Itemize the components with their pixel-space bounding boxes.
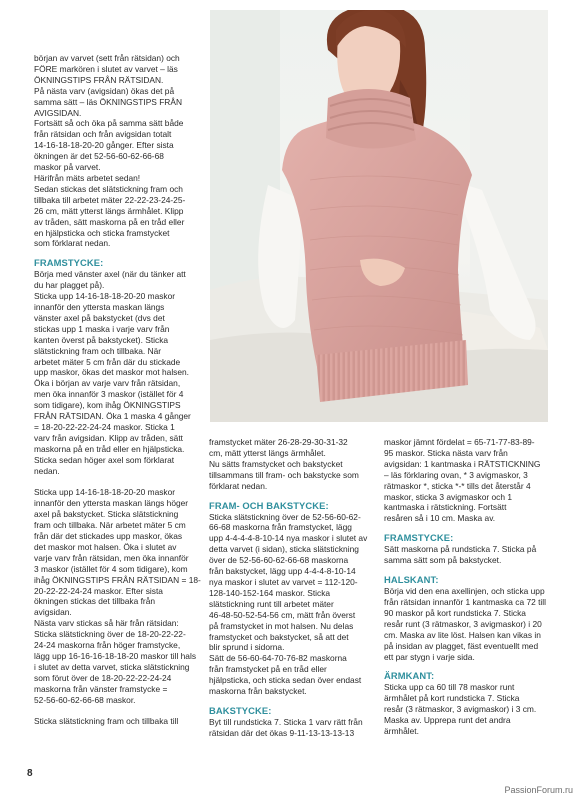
body-text: Sticka upp ca 60 till 78 maskor runt ärmhålet på kort rundsticka 7. Sticka resår (3 rätmaskor, 3 avigmaskor) i 3 cm. Maska av. Upprepa runt det andra ärmhålet. xyxy=(384,682,537,737)
body-text: framstycket mäter 26-28-29-30-31-32 cm, mätt ytterst längs ärmhålet. Nu sätts framstycket och bakstycket tillsammans till fram- och bakstycke som förklarat nedan. xyxy=(209,437,359,491)
model-illustration xyxy=(210,10,548,422)
body-text: Sätt maskorna på rundsticka 7. Sticka på samma sätt som på bakstycket. xyxy=(384,544,537,566)
body-text: Sticka slätstickning över de 52-56-60-62- 66-68 maskorna från framstycket, lägg upp 4-4-4-4-8-10-14 nya maskor i slutet av detta varvet (i sidan), sticka slätstickning över de 52-56-60-62-66-68 maskorna från bakstycket, lägg upp 4-4-4-8-10-14 nya maskor i slutet av varvet = 112-120- 128-140-152-164 maskor. Sticka slätstickning runt till arbetet mäter 46-48-50-52-54-56 cm, mätt från överst på framstycket in mot halsen. Nu delas framstycket och bakstycket, så att det blir sprund i sidorna. Sätt de 56-60-64-70-76-82 maskorna från framstycket på en tråd eller hjälpsticka, och sticka sedan över endast maskorna från bakstycket. xyxy=(209,511,368,697)
section-heading-halskant: HALSKANT: xyxy=(384,574,439,586)
body-text: Sticka upp 14-16-18-18-20-20 maskor innanför den yttersta maskan längs höger axel på bakstycket. Sticka slätstickning fram och tillbaka. När arbetet mäter 5 cm från där det stickades upp maskor, ökas det maskor mot halsen. Öka i slutet av varje varv från rätsidan, men öka innanför 3 maskor (istället för 4 som tidigare), kom ihåg ÖKNINGSTIPS FRÅN RÄTSIDAN = 18- 20-22-22-24-24 maskor. Efter sista ökningen stickas det tillbaka från avigsidan. Nästa varv stickas så här från rätsidan: Sticka slätstickning över de 18-20-22-22- 24-24 maskorna från höger framstycke, lägg upp 16-16-16-18-18-20 maskor till hals i slutet av detta varvet, sticka slätstickning som förut över de 18-20-22-22-24-24 maskorna från vänster framstycke = 52-56-60-62-66-68 maskor. xyxy=(34,487,201,705)
watermark: PassionForum.ru xyxy=(504,785,573,795)
section-heading-framstycke-2: FRAMSTYCKE: xyxy=(384,532,454,544)
body-text: maskor jämnt fördelat = 65-71-77-83-89- 95 maskor. Sticka nästa varv från avigsidan: 1 kantmaska i RÄTSTICKNING – läs förklaring ovan, * 3 avigmaskor, 3 rätmaskor *, sticka *-* tills det återstår 4 maskor, sticka 3 avigmaskor och 1 kantmaska i rätstickning. Fortsätt resåren så i 10 cm. Maska av. xyxy=(384,437,541,524)
hero-photo xyxy=(210,10,548,422)
section-heading-bakstycke: BAKSTYCKE: xyxy=(209,704,272,716)
body-text: Byt till rundsticka 7. Sticka 1 varv rätt från rätsidan där det ökas 9-11-13-13-13-13 xyxy=(209,716,363,738)
body-text: Sticka slätstickning fram och tillbaka till xyxy=(34,716,179,727)
column-2 xyxy=(209,437,389,739)
column-1 xyxy=(34,53,210,727)
column-3 xyxy=(384,437,574,737)
page-number: 8 xyxy=(27,768,33,779)
section-heading-fram-och-bakstycke: FRAM- OCH BAKSTYCKE: xyxy=(209,499,329,511)
body-text: Börja med vänster axel (när du tänker att du har plagget på). Sticka upp 14-16-18-18-20-20 maskor innanför den yttersta maskan längs vänster axel på bakstycket (dvs det stickas upp 1 maska i varje varv från kanten överst på bakstycket). Sticka slätstickning fram och tillbaka. När arbetet mäter 5 cm från där du stickade upp maskor, ökas det maskor mot halsen. Öka i början av varje varv från rätsidan, men öka innanför 3 maskor (istället för 4 som tidigare), kom ihåg ÖKNINGSTIPS FRÅN RÄTSIDAN. Öka 1 maska 4 gånger = 18-20-22-22-24-24 maskor. Sticka 1 varv från avigsidan. Klipp av tråden, sätt maskorna på en tråd eller en hjälpsticka. Sticka sedan höger axel som förklarat nedan. xyxy=(34,269,191,476)
section-heading-framstycke: FRAMSTYCKE: xyxy=(34,257,104,269)
section-heading-armkant: ÄRMKANT: xyxy=(384,670,435,682)
body-text: början av varvet (sett från rätsidan) och FÖRE markören i slutet av varvet – läs ÖKNINGSTIPS FRÅN RÄTSIDAN. På nästa varv (avigsidan) ökas det på samma sätt – läs ÖKNINGSTIPS FRÅN AVIGSIDAN. Fortsätt så och öka på samma sätt både från rätsidan och från avigsidan totalt 14-16-18-18-20-20 gånger. Efter sista ökningen är det 52-56-60-62-66-68 maskor på varvet. Härifrån mäts arbetet sedan! Sedan stickas det slätstickning fram och tillbaka till arbetet mäter 22-22-23-24-25- 26 cm, mätt ytterst längs ärmhålet. Klipp av tråden, sätt maskorna på en tråd eller en hjälpsticka och sticka framstycket som förklarat nedan. xyxy=(34,53,186,249)
body-text: Börja vid den ena axellinjen, och sticka upp från rätsidan innanför 1 kantmaska ca 72 till 90 maskor på kort rundsticka 7. Sticka resår runt (3 rätmaskor, 3 avigmaskor) i 20 cm. Maska av lite löst. Halsen kan vikas in på insidan av plagget, fäst eventuellt med ett par stygn i varje sida. xyxy=(384,586,547,662)
